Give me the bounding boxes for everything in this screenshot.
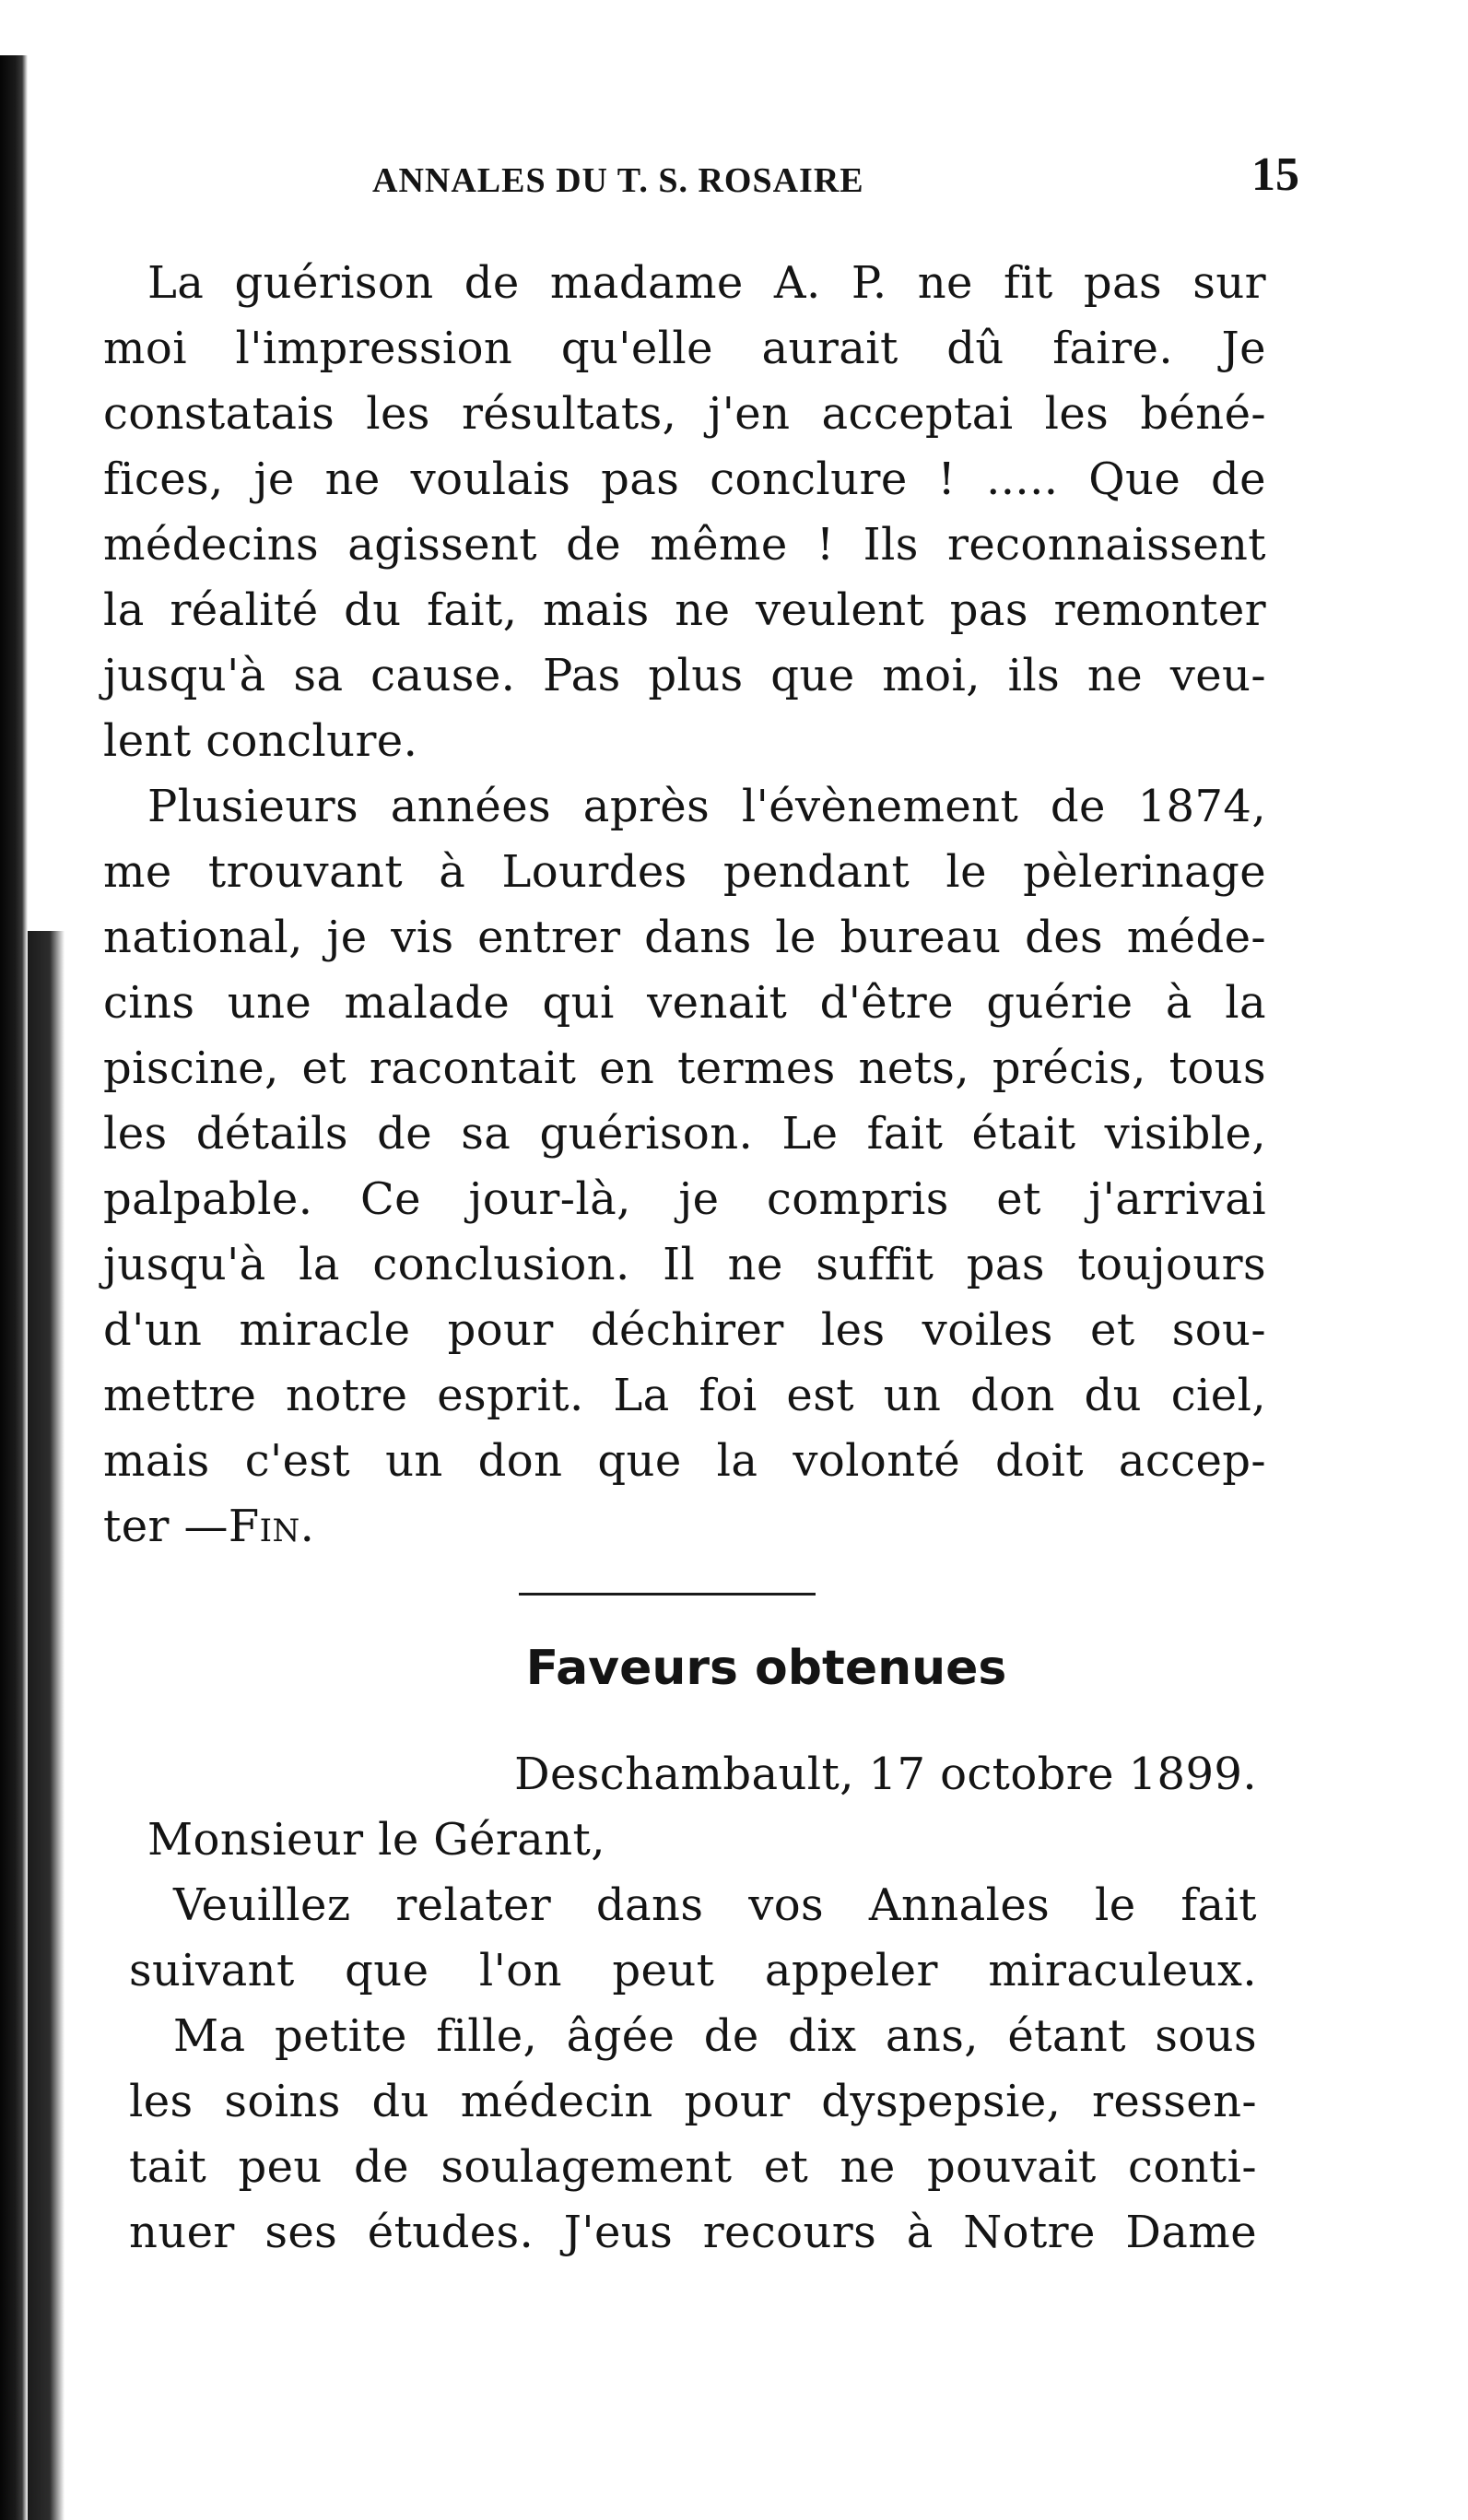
page-header [276,147,1299,212]
text-line: palpable. Ce jour-là, je compris et j'arrivai [103,1173,1266,1225]
text-line: cins une malade qui venait d'être guérie à la [103,977,1266,1029]
text-line: la réalité du fait, mais ne veulent pas remonter [103,584,1266,636]
text-line: Plusieurs années après l'évènement de 1874, [147,781,1266,832]
section-divider [519,1593,816,1596]
body-text [103,251,1266,1560]
text-line: suivant que l'on peut appeler miraculeux. [129,1945,1257,1996]
text-line: les détails de sa guérison. Le fait était visible, [103,1108,1266,1160]
letter [129,1742,1257,2266]
paragraph-guerison [103,251,1266,774]
letter-salutation: Monsieur le Gérant, [147,1814,605,1866]
text-line: Ma petite fille, âgée de dix ans, étant sous [173,2010,1257,2062]
text-line: médecins agissent de même ! Ils reconnaissent [103,519,1266,571]
text-line: me trouvant à Lourdes pendant le pèlerinage [103,846,1266,898]
page-number: 15 [1251,148,1299,201]
text-line: La guérison de madame A. P. ne fit pas sur [147,257,1266,309]
text-line: fices, je ne voulais pas conclure ! ..... Que de [103,453,1266,505]
text-line: lent conclure. [103,715,418,767]
text-line: d'un miracle pour déchirer les voiles et sou- [103,1304,1266,1356]
text-line: mettre notre esprit. La foi est un don du ciel, [103,1370,1266,1421]
text-line: jusqu'à la conclusion. Il ne suffit pas toujours [103,1239,1266,1290]
text-line: national, je vis entrer dans le bureau des méde- [103,912,1266,963]
text-line: Veuillez relater dans vos Annales le fait [173,1879,1257,1931]
end-mark: Fin. [228,1501,315,1552]
page-binding-shadow-lower [28,931,65,2520]
text-line: constatais les résultats, j'en acceptai les béné- [103,388,1266,440]
section-heading: Faveurs obtenues [525,1641,1007,1696]
page-binding-shadow [0,55,28,2520]
text-line-last [103,1494,1266,1560]
paragraph-lourdes [103,774,1266,1560]
text-line: nuer ses études. J'eus recours à Notre Dame [129,2207,1257,2258]
text-line: les soins du médecin pour dyspepsie, ressen- [129,2076,1257,2127]
text-line: tait peu de soulagement et ne pouvait conti- [129,2141,1257,2193]
text-line: moi l'impression qu'elle aurait dû faire. Je [103,323,1266,374]
text-fragment: ter — [103,1501,229,1552]
running-title: ANNALES DU T. S. ROSAIRE [372,161,864,200]
letter-dateline: Deschambault, 17 octobre 1899. [514,1749,1257,1800]
text-line: piscine, et racontait en termes nets, précis, tous [103,1042,1266,1094]
text-line: jusqu'à sa cause. Pas plus que moi, ils ne veu- [103,650,1266,701]
text-line: mais c'est un don que la volonté doit accep- [103,1435,1266,1487]
